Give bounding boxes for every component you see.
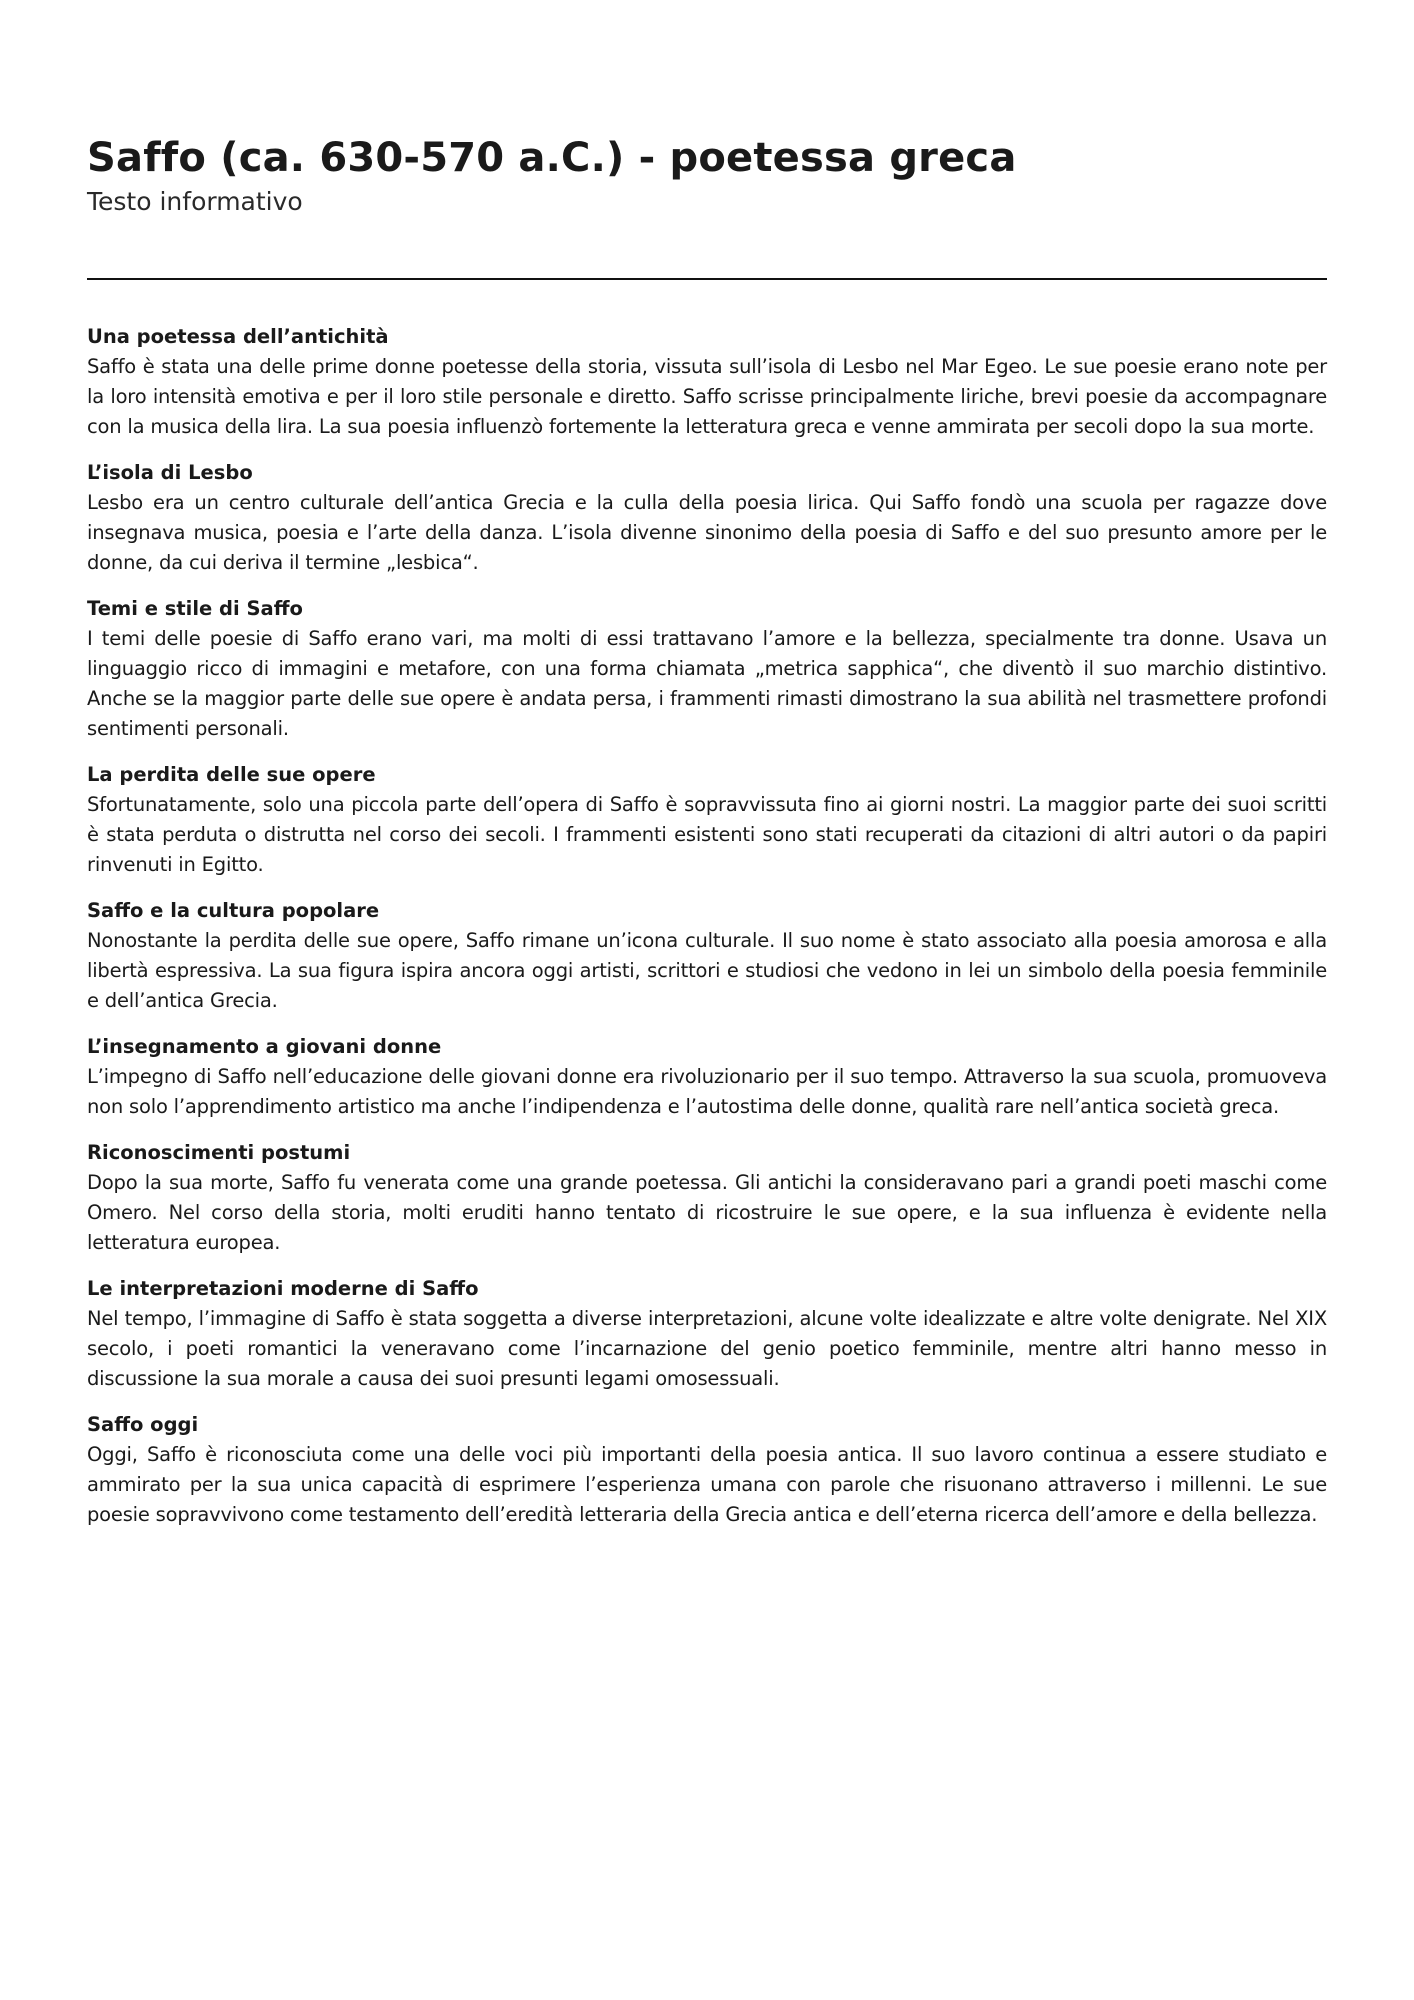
section-cultura-popolare: [87, 896, 1327, 1016]
section-perdita-opere: [87, 760, 1327, 880]
section-interpretazioni: [87, 1274, 1327, 1394]
section-heading: L’insegnamento a giovani donne: [87, 1035, 442, 1058]
section-body: Sfortunatamente, solo una piccola parte dell’opera di Saffo è sopravvissuta fino ai giorni nostri. La maggior parte dei suoi scritti è stata perduta o distrutta nel corso dei secoli. I frammenti esistenti sono stati recuperati da citazioni di altri autori o da papiri rinvenuti in Egitto.: [87, 793, 1327, 876]
title-divider: [87, 278, 1327, 280]
section-insegnamento: [87, 1032, 1327, 1122]
section-temi-stile: [87, 594, 1327, 744]
section-heading: La perdita delle sue opere: [87, 763, 376, 786]
section-body: Lesbo era un centro culturale dell’antica Grecia e la culla della poesia lirica. Qui Saffo fondò una scuola per ragazze dove insegnava musica, poesia e l’arte della danza. L’isola divenne sinonimo della poesia di Saffo e del suo presunto amore per le donne, da cui deriva il termine „lesbica“.: [87, 491, 1327, 574]
section-riconoscimenti: [87, 1138, 1327, 1258]
section-heading: L’isola di Lesbo: [87, 461, 253, 484]
section-heading: Una poetessa dell’antichità: [87, 325, 389, 348]
section-antichita: [87, 322, 1327, 442]
section-heading: Saffo e la cultura popolare: [87, 899, 380, 922]
section-body: L’impegno di Saffo nell’educazione delle giovani donne era rivoluzionario per il suo tempo. Attraverso la sua scuola, promuoveva non solo l’apprendimento artistico ma anche l’indipendenza e l’autostima delle donne, qualità rare nell’antica società greca.: [87, 1065, 1327, 1118]
document-subtitle: Testo informativo: [87, 187, 303, 216]
section-body: Oggi, Saffo è riconosciuta come una delle voci più importanti della poesia antica. Il suo lavoro continua a essere studiato e ammirato per la sua unica capacità di esprimere l’esperienza umana con parole che risuonano attraverso i millenni. Le sue poesie sopravvivono come testamento dell’eredità letteraria della Grecia antica e dell’eterna ricerca dell’amore e della bellezza.: [87, 1443, 1327, 1526]
document-page: [87, 130, 1327, 1546]
section-heading: Temi e stile di Saffo: [87, 597, 303, 620]
section-body: I temi delle poesie di Saffo erano vari, ma molti di essi trattavano l’amore e la bellezza, specialmente tra donne. Usava un linguaggio ricco di immagini e metafore, con una forma chiamata „metrica sapphica“, che diventò il suo marchio distintivo. Anche se la maggior parte delle sue opere è andata persa, i frammenti rimasti dimostrano la sua abilità nel trasmettere profondi sentimenti personali.: [87, 627, 1327, 740]
section-heading: Riconoscimenti postumi: [87, 1141, 351, 1164]
section-lesbo: [87, 458, 1327, 578]
document-title: Saffo (ca. 630-570 a.C.) - poetessa greca: [87, 135, 1017, 181]
section-body: Saffo è stata una delle prime donne poetesse della storia, vissuta sull’isola di Lesbo nel Mar Egeo. Le sue poesie erano note per la loro intensità emotiva e per il loro stile personale e diretto. Saffo scrisse principalmente liriche, brevi poesie da accompagnare con la musica della lira. La sua poesia influenzò fortemente la letteratura greca e venne ammirata per secoli dopo la sua morte.: [87, 355, 1327, 438]
section-body: Nel tempo, l’immagine di Saffo è stata soggetta a diverse interpretazioni, alcune volte idealizzate e altre volte denigrate. Nel XIX secolo, i poeti romantici la veneravano come l’incarnazione del genio poetico femminile, mentre altri hanno messo in discussione la sua morale a causa dei suoi presunti legami omosessuali.: [87, 1307, 1327, 1390]
section-saffo-oggi: [87, 1410, 1327, 1530]
sections-list: [87, 322, 1327, 1530]
section-heading: Saffo oggi: [87, 1413, 199, 1436]
section-body: Dopo la sua morte, Saffo fu venerata come una grande poetessa. Gli antichi la consideravano pari a grandi poeti maschi come Omero. Nel corso della storia, molti eruditi hanno tentato di ricostruire le sue opere, e la sua influenza è evidente nella letteratura europea.: [87, 1171, 1327, 1254]
section-body: Nonostante la perdita delle sue opere, Saffo rimane un’icona culturale. Il suo nome è stato associato alla poesia amorosa e alla libertà espressiva. La sua figura ispira ancora oggi artisti, scrittori e studiosi che vedono in lei un simbolo della poesia femminile e dell’antica Grecia.: [87, 929, 1327, 1012]
section-heading: Le interpretazioni moderne di Saffo: [87, 1277, 479, 1300]
